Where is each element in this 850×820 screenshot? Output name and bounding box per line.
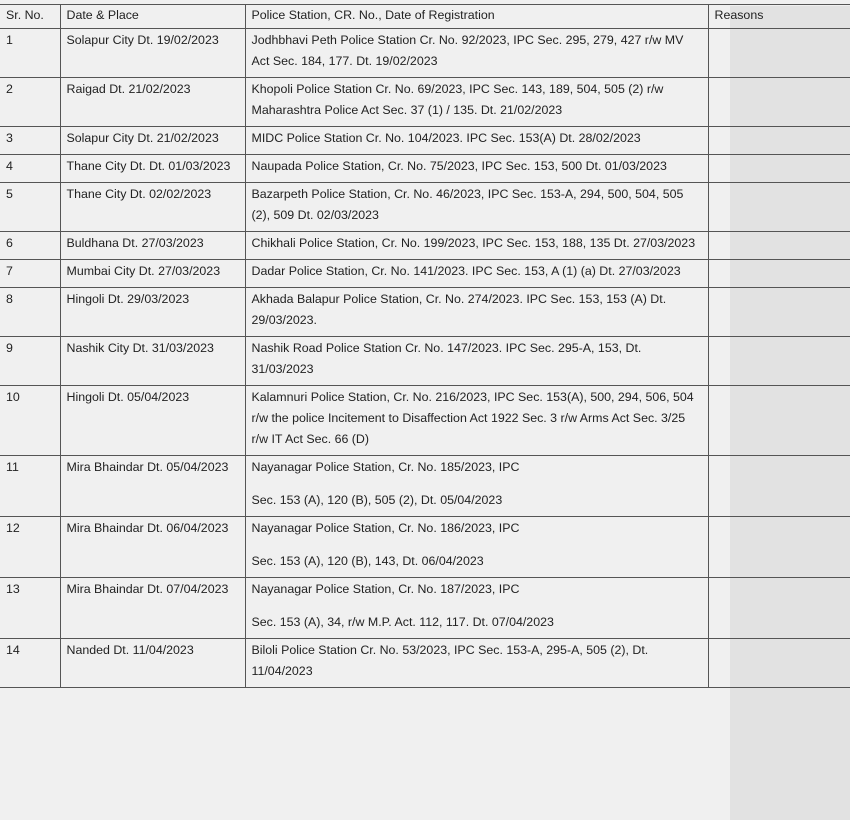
cell-reasons: [708, 29, 850, 78]
station-line-2: Sec. 153 (A), 120 (B), 143, Dt. 06/04/2023: [251, 554, 484, 568]
header-police-station: Police Station, CR. No., Date of Registration: [245, 5, 708, 29]
cell-sr-no: 10: [0, 386, 60, 456]
table-row: [0, 456, 850, 517]
cell-sr-no: 5: [0, 183, 60, 232]
cell-police-station: Kalamnuri Police Station, Cr. No. 216/2023, IPC Sec. 153(A), 500, 294, 506, 504 r/w the police Incitement to Disaffection Act 1922 Sec. 3 r/w Arms Act Sec. 3/25 r/w IT Act Sec. 66 (D): [245, 386, 708, 456]
header-sr-no: Sr. No.: [0, 5, 60, 29]
table-row: [0, 337, 850, 386]
cell-police-station: Naupada Police Station, Cr. No. 75/2023, IPC Sec. 153, 500 Dt. 01/03/2023: [245, 155, 708, 183]
cell-police-station: Khopoli Police Station Cr. No. 69/2023, IPC Sec. 143, 189, 504, 505 (2) r/w Maharashtra Police Act Sec. 37 (1) / 135. Dt. 21/02/2023: [245, 78, 708, 127]
table-row: [0, 260, 850, 288]
cell-sr-no: 4: [0, 155, 60, 183]
cell-reasons: [708, 155, 850, 183]
cell-date-place: Nashik City Dt. 31/03/2023: [60, 337, 245, 386]
table-row: [0, 578, 850, 639]
cell-date-place: Hingoli Dt. 29/03/2023: [60, 288, 245, 337]
cell-date-place: Nanded Dt. 11/04/2023: [60, 639, 245, 688]
cell-date-place: Thane City Dt. Dt. 01/03/2023: [60, 155, 245, 183]
cell-date-place: Solapur City Dt. 21/02/2023: [60, 127, 245, 155]
table-row: [0, 517, 850, 578]
cell-sr-no: 2: [0, 78, 60, 127]
cell-police-station: [245, 456, 708, 517]
cases-table: [0, 4, 850, 688]
cell-police-station: Jodhbhavi Peth Police Station Cr. No. 92/2023, IPC Sec. 295, 279, 427 r/w MV Act Sec. 184, 177. Dt. 19/02/2023: [245, 29, 708, 78]
station-line-2: Sec. 153 (A), 120 (B), 505 (2), Dt. 05/04/2023: [251, 493, 503, 507]
cell-police-station: Chikhali Police Station, Cr. No. 199/2023, IPC Sec. 153, 188, 135 Dt. 27/03/2023: [245, 232, 708, 260]
cell-sr-no: 13: [0, 578, 60, 639]
cell-reasons: [708, 232, 850, 260]
cell-sr-no: 9: [0, 337, 60, 386]
station-line-1: Nayanagar Police Station, Cr. No. 187/2023, IPC: [251, 582, 520, 596]
cell-reasons: [708, 456, 850, 517]
table-row: [0, 29, 850, 78]
cell-police-station: Bazarpeth Police Station, Cr. No. 46/2023, IPC Sec. 153-A, 294, 500, 504, 505 (2), 509 Dt. 02/03/2023: [245, 183, 708, 232]
cell-date-place: Raigad Dt. 21/02/2023: [60, 78, 245, 127]
cell-sr-no: 3: [0, 127, 60, 155]
cell-sr-no: 12: [0, 517, 60, 578]
cell-sr-no: 7: [0, 260, 60, 288]
table-row: [0, 78, 850, 127]
header-date-place: Date & Place: [60, 5, 245, 29]
cell-reasons: [708, 578, 850, 639]
table-row: [0, 155, 850, 183]
cell-reasons: [708, 386, 850, 456]
cell-police-station: [245, 517, 708, 578]
station-line-2: Sec. 153 (A), 34, r/w M.P. Act. 112, 117. Dt. 07/04/2023: [251, 615, 554, 629]
station-line-1: Nayanagar Police Station, Cr. No. 186/2023, IPC: [251, 521, 520, 535]
cell-police-station: Biloli Police Station Cr. No. 53/2023, IPC Sec. 153-A, 295-A, 505 (2), Dt. 11/04/2023: [245, 639, 708, 688]
cell-reasons: [708, 260, 850, 288]
table-row: [0, 232, 850, 260]
cell-sr-no: 1: [0, 29, 60, 78]
cell-sr-no: 8: [0, 288, 60, 337]
table-row: [0, 639, 850, 688]
cell-reasons: [708, 337, 850, 386]
cell-sr-no: 11: [0, 456, 60, 517]
station-line-1: Nayanagar Police Station, Cr. No. 185/2023, IPC: [251, 460, 520, 474]
cell-police-station: MIDC Police Station Cr. No. 104/2023. IPC Sec. 153(A) Dt. 28/02/2023: [245, 127, 708, 155]
cell-police-station: Dadar Police Station, Cr. No. 141/2023. IPC Sec. 153, A (1) (a) Dt. 27/03/2023: [245, 260, 708, 288]
header-row: [0, 5, 850, 29]
cell-date-place: Mira Bhaindar Dt. 06/04/2023: [60, 517, 245, 578]
cell-date-place: Mira Bhaindar Dt. 05/04/2023: [60, 456, 245, 517]
cell-police-station: Nashik Road Police Station Cr. No. 147/2023. IPC Sec. 295-A, 153, Dt. 31/03/2023: [245, 337, 708, 386]
table-row: [0, 183, 850, 232]
cell-date-place: Buldhana Dt. 27/03/2023: [60, 232, 245, 260]
table-row: [0, 288, 850, 337]
cell-reasons: [708, 183, 850, 232]
cell-reasons: [708, 639, 850, 688]
header-reasons: Reasons: [708, 5, 850, 29]
table-row: [0, 386, 850, 456]
cell-police-station: Akhada Balapur Police Station, Cr. No. 274/2023. IPC Sec. 153, 153 (A) Dt. 29/03/2023.: [245, 288, 708, 337]
cell-date-place: Mumbai City Dt. 27/03/2023: [60, 260, 245, 288]
cell-reasons: [708, 127, 850, 155]
cell-date-place: Mira Bhaindar Dt. 07/04/2023: [60, 578, 245, 639]
table-row: [0, 127, 850, 155]
cell-sr-no: 6: [0, 232, 60, 260]
cell-sr-no: 14: [0, 639, 60, 688]
cell-date-place: Hingoli Dt. 05/04/2023: [60, 386, 245, 456]
cell-date-place: Thane City Dt. 02/02/2023: [60, 183, 245, 232]
cell-date-place: Solapur City Dt. 19/02/2023: [60, 29, 245, 78]
cell-reasons: [708, 517, 850, 578]
cell-reasons: [708, 288, 850, 337]
cell-police-station: [245, 578, 708, 639]
cell-reasons: [708, 78, 850, 127]
